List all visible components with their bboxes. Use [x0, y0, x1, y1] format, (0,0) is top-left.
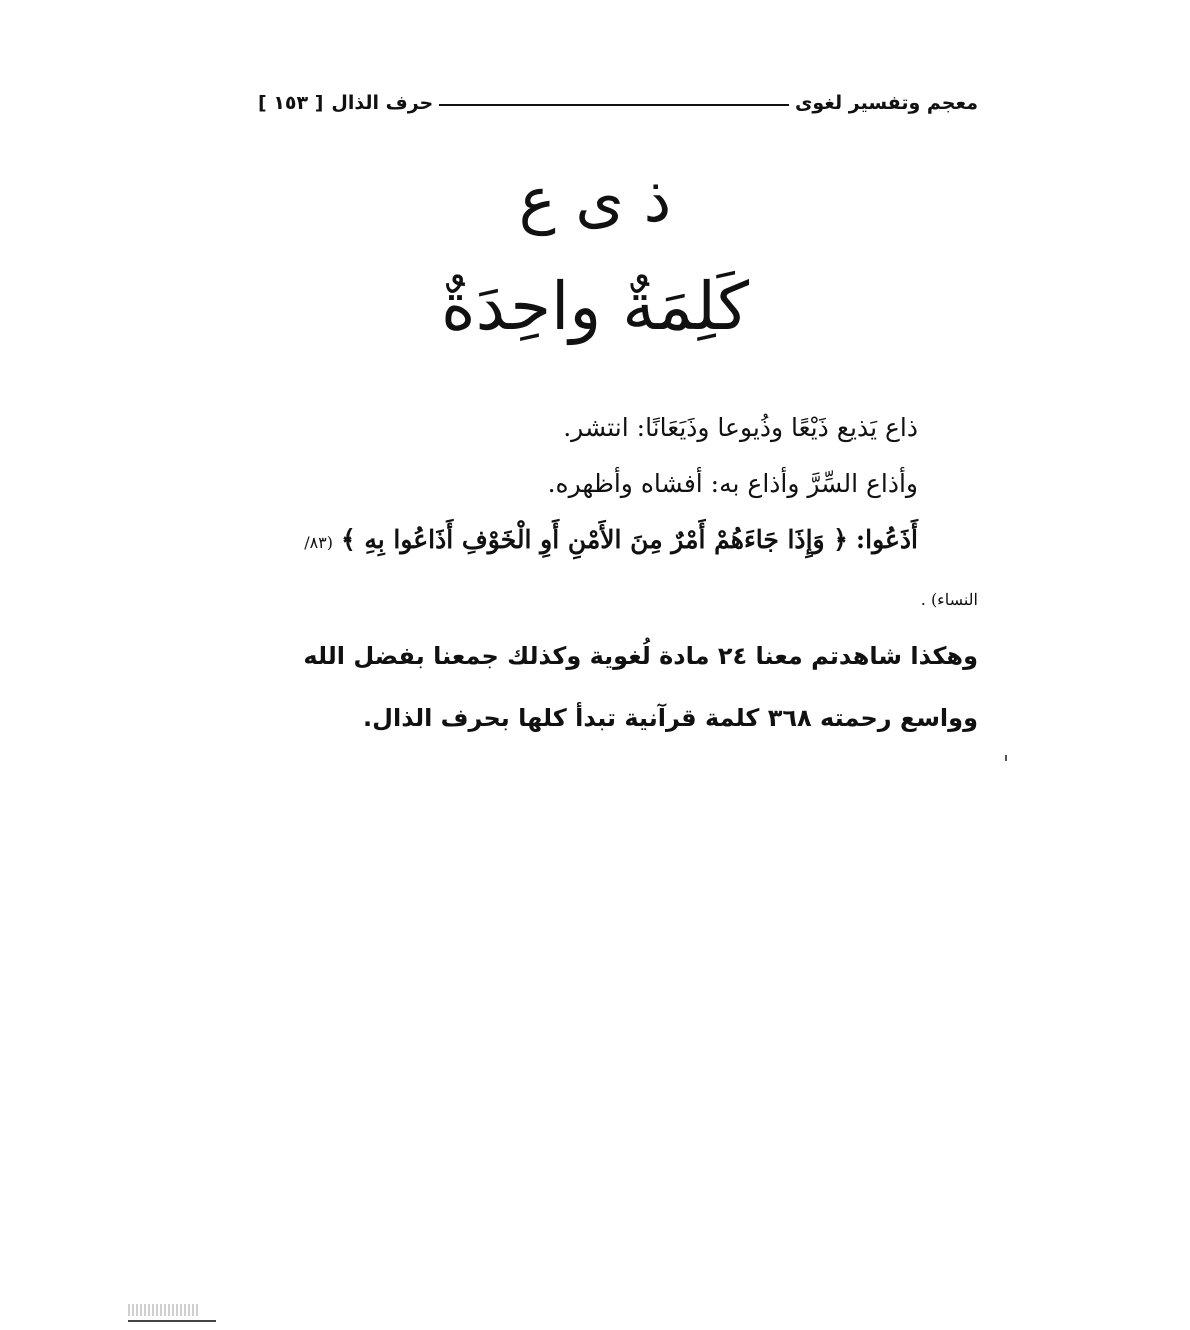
header-rule — [439, 104, 789, 106]
entries-list — [200, 400, 918, 571]
closing-paragraph — [250, 625, 978, 749]
root-letters-heading: ذ ى ع — [518, 163, 672, 236]
entry-quran-citation — [200, 512, 918, 571]
page-number: [ ١٥٣ ] — [258, 92, 324, 114]
quran-verse: ﴿ وَإِذَا جَاءَهُمْ أَمْرٌ مِنَ الأَمْنِ أَوِ الْخَوْفِ أَذَاعُوا بِهِ ﴾ — [340, 525, 848, 554]
book-title: معجم وتفسير لغوى — [794, 92, 978, 114]
scan-line — [128, 1320, 216, 1322]
scan-stamp — [128, 1302, 216, 1326]
scan-speck — [1005, 755, 1007, 761]
entry-word: أَذَعُوا: — [855, 525, 918, 554]
entry-definition: وأذاع السِّرَّ وأذاع به: أفشاه وأظهره. — [547, 469, 918, 498]
entry-definition: ذاع يَذيع ذَيْعًا وذُيوعا وذَيَعَانًا: انتشر. — [563, 413, 918, 442]
running-header — [258, 88, 978, 118]
closing-line: وواسع رحمته ٣٦٨ كلمة قرآنية تبدأ كلها بحرف الذال. — [363, 704, 978, 732]
section-title: حرف الذال — [331, 92, 434, 114]
scan-marks — [128, 1304, 198, 1316]
verse-reference: (٨٣/ — [304, 533, 334, 552]
verse-reference-continued: النساء) . — [920, 590, 978, 609]
root-subtitle: كَلِمَةٌ واحِدَةٌ — [440, 268, 750, 345]
closing-line: وهكذا شاهدتم معنا ٢٤ مادة لُغوية وكذلك جمعنا بفضل الله — [303, 642, 978, 670]
